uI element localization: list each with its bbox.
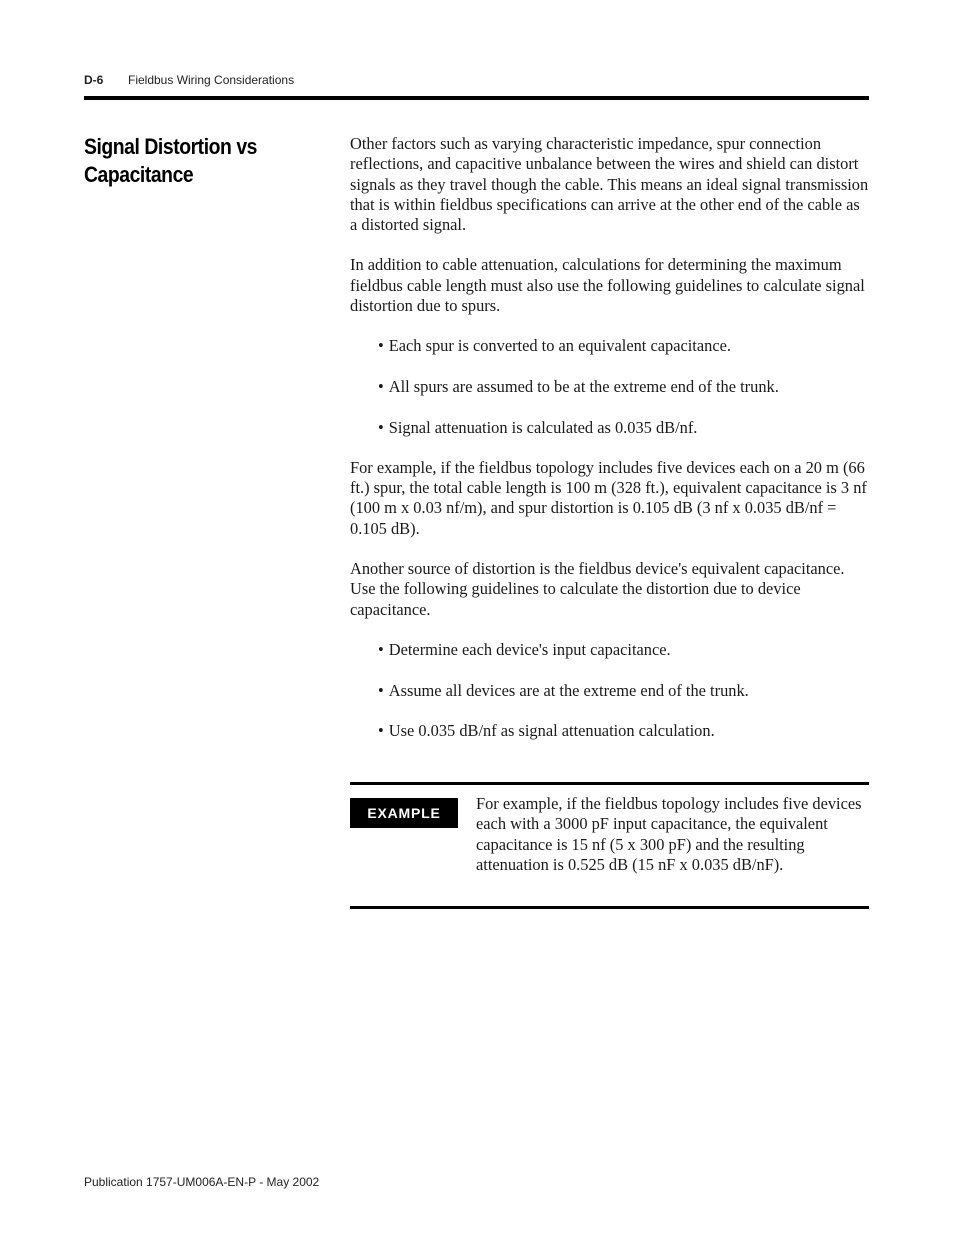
section-title: Signal Distortion vs Capacitance <box>84 134 258 187</box>
bullet-icon: • <box>378 721 384 741</box>
page-header <box>84 73 868 87</box>
bullet-icon: • <box>378 639 384 659</box>
device-guidelines-list <box>350 640 870 741</box>
list-item: • Use 0.035 dB/nf as signal attenuation calculation. <box>378 721 715 741</box>
example-text: For example, if the fieldbus topology includes five devices each with a 3000 pF input capacitance, the equivalent capacitance is 15 nf (5 x 300 pF) and the resulting attenuation is 0.525 dB (15 nF x 0.035 dB/nF). <box>476 794 862 874</box>
header-divider <box>84 96 869 100</box>
page-number: D-6 <box>84 73 104 87</box>
bullet-icon: • <box>378 417 384 437</box>
bullet-icon: • <box>378 336 384 356</box>
spur-guidelines-list <box>350 336 870 437</box>
list-item: • Assume all devices are at the extreme end of the trunk. <box>378 680 749 700</box>
list-item: • Each spur is converted to an equivalent capacitance. <box>378 336 731 356</box>
paragraph-example-spurs: For example, if the fieldbus topology includes five devices each on a 20 m (66 ft.) spur, the total cable length is 100 m (328 ft.), equivalent capacitance is 3 nf (100 m x 0.03 nf/m), and spur distortion is 0.105 dB (3 nf x 0.035 dB/nf = 0.105 dB). <box>350 457 867 538</box>
list-item: • All spurs are assumed to be at the extreme end of the trunk. <box>378 376 779 396</box>
paragraph-intro: Other factors such as varying characteristic impedance, spur connection reflections, and capacitive unbalance between the wires and shield can distort signals as they travel though the cable. This means an ideal signal transmission that is within fieldbus specifications can arrive at the other end of the cable as a distorted signal. <box>350 134 869 235</box>
bullet-icon: • <box>378 376 384 396</box>
example-box <box>350 782 869 909</box>
body-content <box>350 134 870 761</box>
list-item: • Signal attenuation is calculated as 0.035 dB/nf. <box>378 417 698 437</box>
paragraph-guidelines: In addition to cable attenuation, calculations for determining the maximum fieldbus cable length must also use the following guidelines to calculate signal distortion due to spurs. <box>350 255 865 316</box>
paragraph-device-capacitance: Another source of distortion is the fieldbus device's equivalent capacitance. Use the following guidelines to calculate the distortion due to device capacitance. <box>350 559 845 619</box>
chapter-title: Fieldbus Wiring Considerations <box>128 73 295 87</box>
list-item: • Determine each device's input capacitance. <box>378 639 671 659</box>
bullet-icon: • <box>378 680 384 700</box>
example-label: EXAMPLE <box>350 798 458 828</box>
page-footer: Publication 1757-UM006A-EN-P - May 2002 <box>84 1175 320 1189</box>
